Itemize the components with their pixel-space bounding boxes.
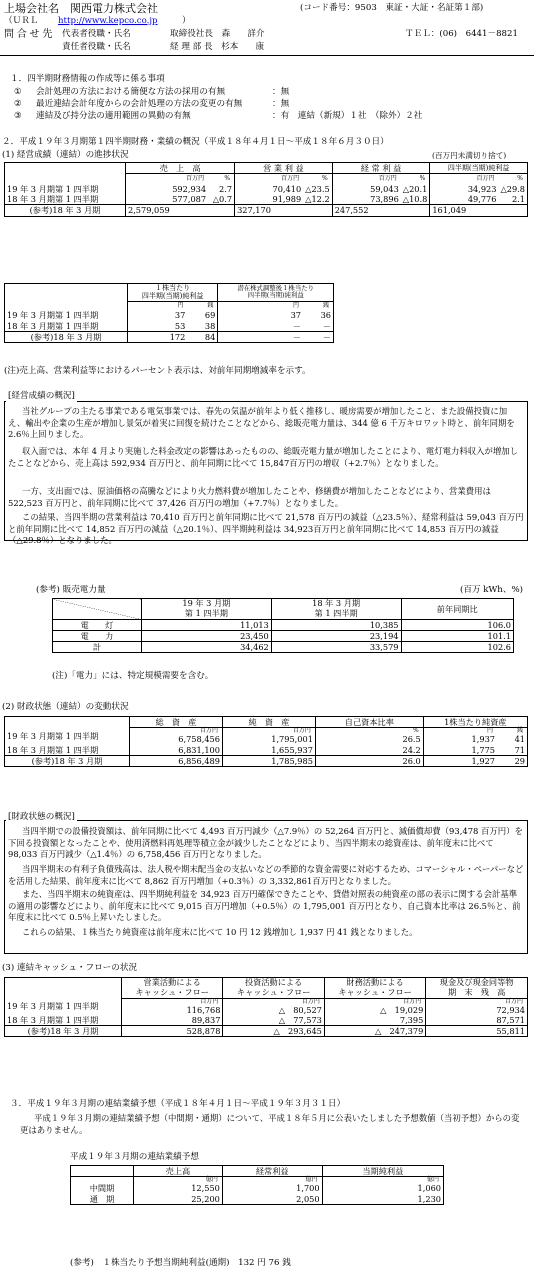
- table2-header: １株当たり 四半期(当期)純利益: [128, 284, 218, 302]
- company-name: 関西電力株式会社: [70, 3, 158, 15]
- section1-item-value: ：無: [272, 99, 290, 109]
- table-row: 18 年 3 月期第 1 四半期 89,837 △ 77,573 7,395 87,571: [5, 1015, 528, 1026]
- table-row: 18 年 3 月期第 1 四半期 53 38 － －: [5, 321, 334, 332]
- finance-paragraph: 当四半期末の有利子負債残高は、法人税や期末配当金の支払いなどの季節的な資金需要に対応するため、コマーシャル・ペーパーなどを活用した結果、前年度末に比べて 8,862 百万円増加（+0.3％）の 3,332,861百万円となりました。: [8, 864, 524, 886]
- overview-paragraph: 収入面では、本年 4 月より実施した料金改定の影響はあったものの、総販売電力量が増加したことにより、電灯電力料収入が増加したことなどから、売上高は 592,934 百万円と、前年同期に比べて 15,847百万円の増収（+2.7％）となりました。: [8, 446, 518, 468]
- rep-role: 代表者役職・氏名: [62, 29, 131, 39]
- table1-unit: %: [419, 175, 426, 182]
- table-row: 19 年 3 月期第 1 四半期 百万円 116,768 百万円 △ 80,527 百万円 △ 19,029 百万円 72,934: [5, 998, 528, 1015]
- section1-item-no: ③: [14, 111, 22, 121]
- listed-company-label: 上場会社名: [4, 3, 59, 15]
- table1-header: 営 業 利 益: [235, 163, 333, 174]
- table1-header: 四半期(当期)純利益: [430, 163, 528, 174]
- forecast-note: (参考) １株当たり予想当期純利益(通期) 132 円 76 銭: [70, 1258, 291, 1268]
- finance-paragraph: 当四半期での設備投資額は、前年同期に比べて 4,493 百万円減少（△7.9％）の 52,264 百万円と、減価償却費（93,478 百万円）を下回る投資額となったことや、使用済燃料再処理等積立金が減少したことなどにより、当四半期末の総資産は、前年度末に比べて 98,033 百万円減少（△1.4％）の 6,758,456 百万円となりました。: [8, 826, 523, 860]
- table1-unit: 百万円: [378, 175, 397, 182]
- sales-note: (注)「電力」には、特定規模需要を含む。: [52, 671, 214, 681]
- resp-name: 経 理 部 長 杉本 康: [170, 42, 265, 52]
- table3-header: 純 資 産: [222, 717, 315, 728]
- resp-role: 責任者役職・氏名: [62, 42, 131, 52]
- overview-title: [経営成績の概況]: [8, 391, 75, 401]
- table1-unit: %: [517, 175, 523, 182]
- overview-paragraph: この結果、当四半期の営業利益は 70,410 百万円と前年同期に比べて 21,578 百万円の減益（△23.5％）、経常利益は 59,043 百万円と前年同期に比べて 14,852 百万円の減益（△20.1％）、四半期純利益は 34,923百万円と前年同期に比べて 14,853 百万円の減益（△29.8％）となりました。: [8, 512, 524, 546]
- sales-volume-table: [52, 598, 514, 653]
- section2-title: ２．平成１９年３月期第１四半期財務・業績の概況（平成１８年４月１日～平成１８年６月３０日）: [2, 137, 389, 147]
- table4-header: 財務活動による キャッシュ・フロー: [324, 978, 425, 999]
- section1-item-text: 最近連結会計年度からの会計処理の方法の変更の有無: [36, 99, 243, 109]
- table-row: 19 年 3 月期第 1 四半期 37 69 37 36: [5, 310, 334, 320]
- table-row: 18 年 3 月期第 1 四半期 6,831,100 1,655,937 24.2 1,775 71: [5, 745, 528, 756]
- table-row: (参考)18 年 3 月期 6,856,489 1,785,985 26.0 1,927 29: [5, 755, 528, 766]
- table-row: (参考)18 年 3 月期 2,579,059 327,170 247,552 161,049: [5, 205, 528, 216]
- finance-title: [財政状態の概況]: [8, 812, 75, 822]
- table-row: 19 年 3 月期第 1 四半期 592,934 2.7 70,410 △23.5 59,043 △20.1 34,923 △29.8: [5, 184, 528, 194]
- forecast-header: 当期純利益: [322, 1166, 443, 1177]
- section2-sub2: (2) 財政状態（連結）の変動状況: [2, 702, 129, 712]
- tel: ＴＥＬ：(06) 6441－8821: [405, 29, 518, 39]
- overview-paragraph: 当社グループの主たる事業である電気事業では、春先の気温が前年より低く推移し、暖房需要が増加したこと、また設備投資に加え、輸出や企業の生産が増加し景気が着実に回復を続けたことなどから、総販売電力量は、344 億 6 千万キロワット時と、前年同期を 2.6％上回りました。: [8, 406, 515, 440]
- section1-item-no: ①: [14, 87, 22, 97]
- forecast-table-title: 平成１９年３月期の連結業績予想: [70, 1152, 199, 1162]
- table1-unit: 百万円: [476, 175, 495, 182]
- company-url[interactable]: http://www.kepco.co.jp: [58, 16, 158, 26]
- sales-header: 前年同期比: [401, 599, 514, 620]
- section1-item-text: 連結及び持分法の適用範囲の異動の有無: [36, 111, 191, 121]
- sales-unit: (百万 kWh、%): [460, 585, 523, 595]
- table3-header: 自己資本比率: [315, 717, 423, 728]
- section1-title: １．四半期財務情報の作成等に係る事項: [10, 74, 165, 84]
- url-close: ）: [182, 16, 191, 26]
- table3-header: 総 資 産: [130, 717, 223, 728]
- header-divider: [0, 55, 534, 56]
- section2-sub1-unit: (百万円未満切り捨て): [432, 151, 507, 160]
- table4-header: 投資活動による キャッシュ・フロー: [223, 978, 324, 999]
- table4-header: 営業活動による キャッシュ・フロー: [122, 978, 223, 999]
- table1-header: 経 常 利 益: [332, 163, 430, 174]
- section1-item-value: ：無: [272, 87, 290, 97]
- per-share-table: １株当たり 四半期(当期)純利益 潜在株式調整後１株当たり 四半期(当期)純利益 円 銭 円 銭 19 年 3 月期第 1 四半期 37 69 37 36 18 年 3 月期第 1 四半期 53 38 － － (参考)18 年 3 月期 172 84 － －: [4, 283, 334, 343]
- section3-paragraph: 平成１９年３月期の連結業績予想（中間期・通期）について、平成１８年５月に公表いたしました予想数値（当初予想）からの変更はありません。: [20, 1113, 520, 1135]
- finance-paragraph: また、当四半期末の純資産は、四半期純利益を 34,923 百万円確保できたことや、貸借対照表の純資産の部の表示に関する会計基準の適用の影響などにより、前年度末に比べて 9,015 百万円増加（+0.5％）の 1,795,001 百万円となり、自己資本比率は 26.5％と、前年度末に比べて 0.5％上昇いたしました。: [8, 889, 521, 923]
- contact-label: 問 合 せ 先: [4, 29, 53, 40]
- table2-header: 潜在株式調整後１株当たり 四半期(当期)純利益: [218, 284, 334, 302]
- financial-position-table: [4, 716, 528, 767]
- section1-item-value: ：有 連結（新規）１社 （除外）２社: [272, 111, 423, 121]
- rep-name: 取締役社長 森 詳介: [170, 29, 265, 39]
- table-row: 電 力 23,450 23,194 101.1: [53, 630, 514, 641]
- table1-unit: 百万円: [281, 175, 300, 182]
- forecast-table: [70, 1165, 444, 1205]
- sales-header: 19 年 3 月期 第 1 四半期: [142, 599, 272, 620]
- cash-flow-table: [4, 977, 528, 1037]
- section2-sub1: (1) 経営成績（連結）の進捗状況: [2, 150, 129, 160]
- table4-header: 現金及び現金同等物 期 末 残 高: [426, 978, 528, 999]
- finance-paragraph: これらの結果、１株当たり純資産は前年度末に比べて 10 円 12 銭増加し 1,937 円 41 銭となりました。: [22, 927, 418, 937]
- section2-sub3: (3) 連結キャッシュ・フローの状況: [2, 963, 138, 973]
- overview-paragraph: 一方、支出面では、原油価格の高騰などにより火力燃料費が増加したことや、修繕費が増加したことなどにより、営業費用は 522,523 百万円と、前年同期に比べて 37,426 百万円の増加（+7.7％）となりました。: [8, 486, 491, 508]
- code-info: (コード番号：9503 東証・大証・名証第１部): [300, 3, 484, 13]
- sales-header: 18 年 3 月期 第 1 四半期: [271, 599, 401, 620]
- table3-header: 1株当たり純資産: [423, 717, 527, 728]
- table-row: 電 灯 11,013 10,385 106.0: [53, 619, 514, 630]
- table-row: 19 年 3 月期第 1 四半期 百万円 6,758,456 百万円 1,795,001 % 26.5 円 1,937 銭 41: [5, 728, 528, 745]
- url-label: （ＵＲＬ: [4, 16, 39, 26]
- table1-header: 売 上 高: [126, 163, 235, 174]
- table-row: (参考)18 年 3 月期 172 84 － －: [5, 331, 334, 342]
- table1-unit: %: [224, 175, 231, 182]
- table-row: 計 34,462 33,579 102.6: [53, 642, 514, 653]
- section1-item-text: 会計処理の方法における簡便な方法の採用の有無: [36, 87, 226, 97]
- section3-title: ３．平成１９年３月期の連結業績予想（平成１８年４月１日～平成１９年３月３１日）: [10, 1099, 346, 1109]
- sales-title: (参考) 販売電力量: [36, 585, 106, 595]
- section1-item-no: ②: [14, 99, 22, 109]
- table1-unit: %: [322, 175, 328, 182]
- forecast-header: 経常利益: [222, 1166, 322, 1177]
- table1-unit: 百万円: [186, 175, 205, 182]
- table-row: (参考)18 年 3 月期 528,878 △ 293,645 △ 247,379 55,811: [5, 1026, 528, 1037]
- table-row: 通 期 25,200 2,050 1,230: [71, 1194, 444, 1205]
- table-row: 18 年 3 月期第 1 四半期 577,087 △0.7 91,989 △12.2 73,896 △10.8 49,776 2.1: [5, 194, 528, 205]
- table-row: 中間期 億円 12,550 億円 1,700 億円 1,060: [71, 1177, 444, 1194]
- note-percent: (注)売上高、営業利益等におけるパーセント表示は、対前年同期増減率を示す。: [4, 366, 311, 376]
- forecast-header: 売上高: [134, 1166, 223, 1177]
- operating-results-table: [4, 162, 528, 217]
